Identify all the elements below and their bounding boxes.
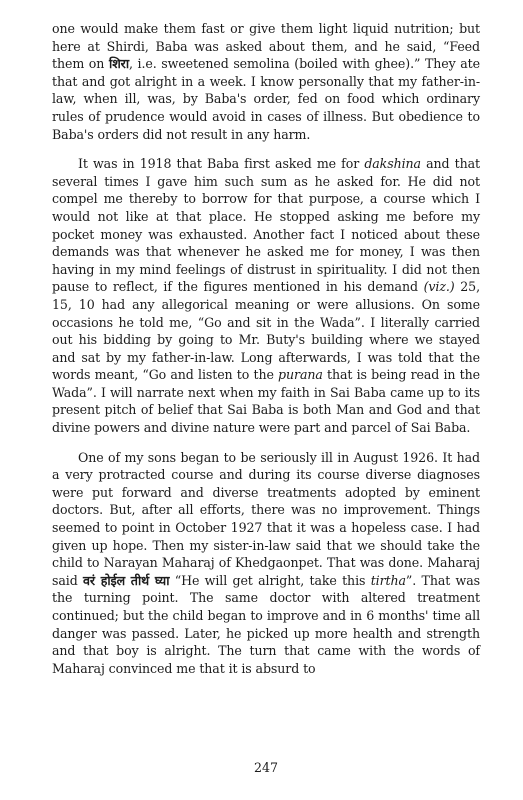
text-run: It was in 1918 that Baba first asked me for bbox=[78, 156, 365, 172]
text-run: 25, 15, 10 had any allegorical meaning or were allusions. On some occasions he told me, “Go and sit in the Wada”. I literally carried out his bidding by going to Mr. Buty's building where we stayed and sat by my father-in-law. Long afterwards, I was told that the words meant, “Go and listen to the bbox=[52, 279, 480, 383]
text-run: that is being read in the Wada”. I will narrate next when my faith in Sai Baba came up to its present pitch of belief that Sai Baba is both Man and God and that divine powers and divine nature were part and parcel of Sai Baba. bbox=[52, 367, 480, 436]
book-page bbox=[52, 20, 480, 776]
paragraph-1 bbox=[52, 20, 480, 143]
text-run: “He will get alright, take this bbox=[169, 572, 371, 588]
italic-term: (viz.) bbox=[423, 279, 455, 295]
text-run: One of my sons began to be seriously ill in August 1926. It had a very protracted course and during its course diverse diagnoses were put forward and diverse treatments adopted by eminent doctors. But, after all efforts, there was no improvement. Things seemed to point in October 1927 that it was a hopeless case. I had given up hope. Then my sister-in-law said that we should take the child to Narayan Maharaj of Khedgaonpet. That was done. Maharaj said bbox=[52, 449, 480, 588]
page-number: 247 bbox=[253, 760, 279, 775]
paragraph-3 bbox=[52, 449, 480, 678]
italic-term: tirtha bbox=[370, 572, 406, 588]
text-run: and that several times I gave him such sum as he asked for. He did not compel me thereby to borrow for that purpose, a course which I would not like at that place. He stopped asking me before my pocket money was exhausted. Another fact I noticed about these demands was that whenever he asked me for money, I was then having in my mind feelings of distrust in spirituality. I did not then pause to reflect, if the figures mentioned in his demand bbox=[52, 156, 480, 295]
body-text bbox=[52, 20, 480, 677]
paragraph-2 bbox=[52, 155, 480, 437]
text-run: , i.e. sweetened semolina (boiled with ghee).” They ate that and got alright in a week. I know personally that my father-in-law, when ill, was, by Baba's order, fed on food which ordinary rules of prudence would avoid in cases of illness. But obedience to Baba's orders did not result in any harm. bbox=[52, 56, 480, 142]
text-run: one would make them fast or give them light liquid nutrition; but here at Shirdi, Baba was asked about them, and he said, “Feed them on bbox=[52, 21, 480, 72]
devanagari-text: शिरा bbox=[108, 56, 129, 72]
italic-term: purana bbox=[278, 367, 323, 383]
italic-term: dakshina bbox=[364, 156, 421, 172]
devanagari-text: वरं होईल तीर्थ घ्या bbox=[83, 572, 170, 588]
text-run: ”. That was the turning point. The same doctor with altered treatment continued; but the child began to improve and in 6 months' time all danger was passed. Later, he picked up more health and strength and that boy is alright. The turn that came with the words of Maharaj convinced me that it is absurd to bbox=[52, 572, 480, 676]
